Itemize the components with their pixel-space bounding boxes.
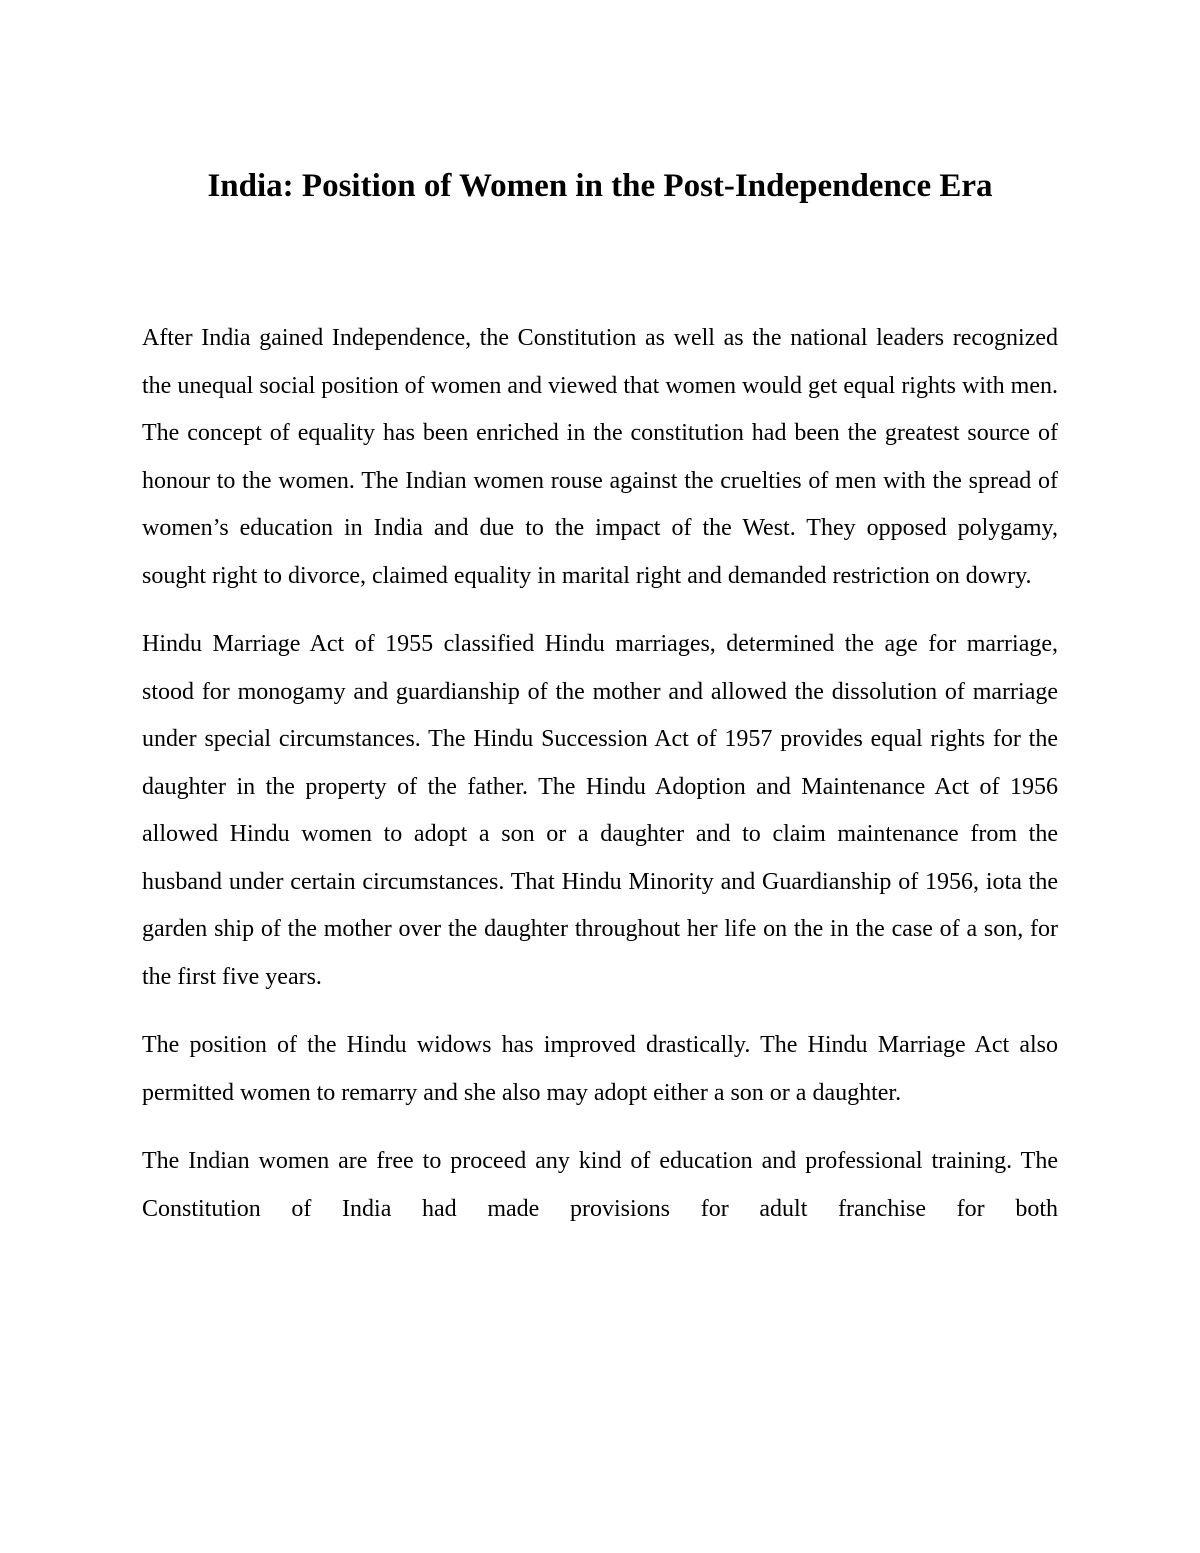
paragraph-education: The Indian women are free to proceed any kind of education and professional training. The Constitution of India had made provisions for adult franchise for both [142,1148,1058,1222]
paragraph-independence: After India gained Independence, the Constitution as well as the national leaders recognized the unequal social position of women and viewed that women would get equal rights with men. The concept of equality has been enriched in the constitution had been the greatest source of honour to the women. The Indian women rouse against the cruelties of men with the spread of women’s education in India and due to the impact of the West. They opposed polygamy, sought right to divorce, claimed equality in marital right and demanded restriction on dowry. [142,325,1058,589]
document-body [142,315,1058,1254]
document-title: India: Position of Women in the Post-Independence Era [207,168,993,204]
paragraph-widows: The position of the Hindu widows has improved drastically. The Hindu Marriage Act also permitted women to remarry and she also may adopt either a son or a daughter. [142,1032,1058,1106]
paragraph-hindu-acts: Hindu Marriage Act of 1955 classified Hindu marriages, determined the age for marriage, stood for monogamy and guardianship of the mother and allowed the dissolution of marriage under special circumstances. The Hindu Succession Act of 1957 provides equal rights for the daughter in the property of the father. The Hindu Adoption and Maintenance Act of 1956 allowed Hindu women to adopt a son or a daughter and to claim maintenance from the husband under certain circumstances. That Hindu Minority and Guardianship of 1956, iota the garden ship of the mother over the daughter throughout her life on the in the case of a son, for the first five years. [142,631,1058,990]
